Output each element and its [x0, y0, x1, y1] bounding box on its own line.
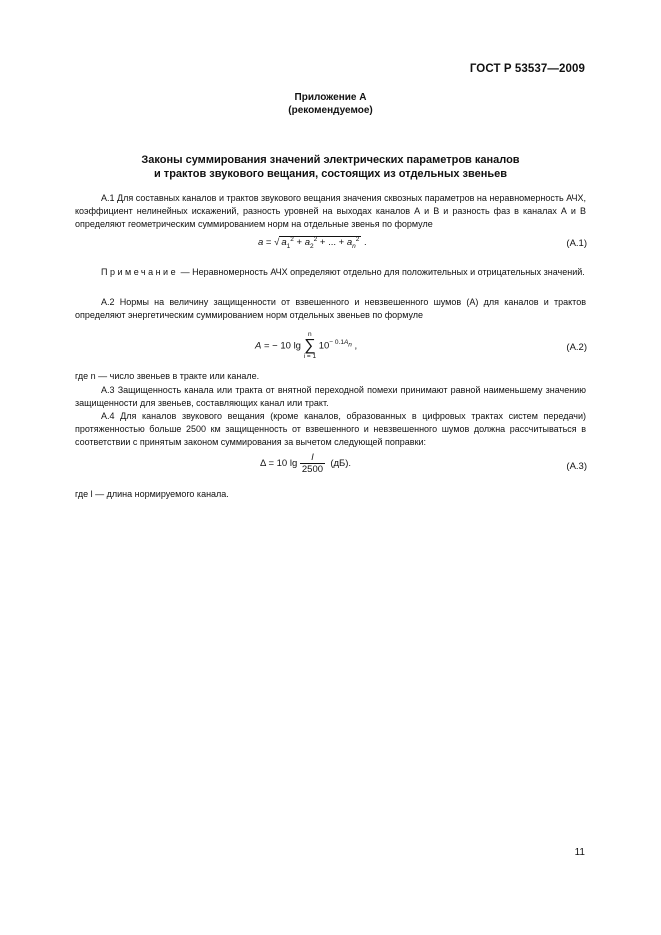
fraction-numerator: l — [300, 452, 325, 464]
formula-number-a2: (А.2) — [566, 342, 587, 353]
appendix-heading — [0, 91, 661, 117]
section-title-line2: и трактов звукового вещания, состоящих из отдельных звеньев — [153, 168, 508, 180]
formula-number-a1: (А.1) — [566, 238, 587, 249]
fraction-denominator: 2500 — [301, 464, 324, 475]
formula-a1: a = √ $a_1^2 + a_2^2$ + ... + $a_n^2$ . — [258, 235, 367, 250]
sum-lower-limit: i = 1 — [303, 353, 317, 360]
page-number: 11 — [574, 847, 585, 858]
where-n: где n — число звеньев в тракте или канале. — [75, 371, 260, 381]
note-text: — Неравномерность АЧХ определяют отдельно для положительных и отрицательных значений. — [178, 267, 585, 277]
sum-upper-limit: n — [308, 331, 312, 338]
formula-unit: (дБ). — [330, 458, 352, 470]
appendix-title: Приложение А — [294, 92, 367, 103]
formula-a3: Δ = 10 lg $\frac{l}{2500}$ (дБ). — [260, 452, 352, 475]
paragraph-a2: А.2 Нормы на величину защищенности от взвешенного и невзвешенного шумов (А) для каналов и трактов определяют энергетическим суммированием норм отдельных звеньев по формуле — [75, 297, 586, 320]
summation-symbol: n ∑ i = 1 — [303, 331, 317, 360]
fraction — [300, 452, 325, 475]
paragraph-a3: А.3 Защищенность канала или тракта от внятной переходной помехи принимают равной наименьшему значению защищенности для звеньев, составляющих канал или тракт. — [75, 385, 586, 408]
where-l: где l — длина нормируемого канала. — [75, 489, 229, 499]
paragraph-a4: А.4 Для каналов звукового вещания (кроме каналов, образованных в цифровых трактах систем передачи) протяженностью больше 2500 км защищенность от взвешенного и невзвешенного шумов должна рассчитываться в соответствии с принятым законом суммирования за вычетом следующей поправки: — [75, 411, 586, 447]
note-label: Примечание — [101, 267, 179, 277]
section-title — [0, 153, 661, 181]
standard-header: ГОСТ Р 53537—2009 — [469, 63, 585, 75]
formula-number-a3: (А.3) — [566, 461, 587, 472]
formula-a2: A = − 10 lg n ∑ i = 1 $10^{- 0.1A_n}$ , — [255, 331, 358, 360]
note — [75, 266, 586, 279]
paragraph-a1: А.1 Для составных каналов и трактов звукового вещания значения сквозных параметров на неравномерность АЧХ, коэффициент нелинейных искажений, разность уровней на выходах каналов А и В и разность фаз в каналах А и В определяют геометрическим суммированием норм на отдельные звенья по формуле — [75, 193, 586, 229]
section-title-line1: Законы суммирования значений электрических параметров каналов — [141, 154, 520, 166]
appendix-subtitle: (рекомендуемое) — [288, 105, 373, 116]
